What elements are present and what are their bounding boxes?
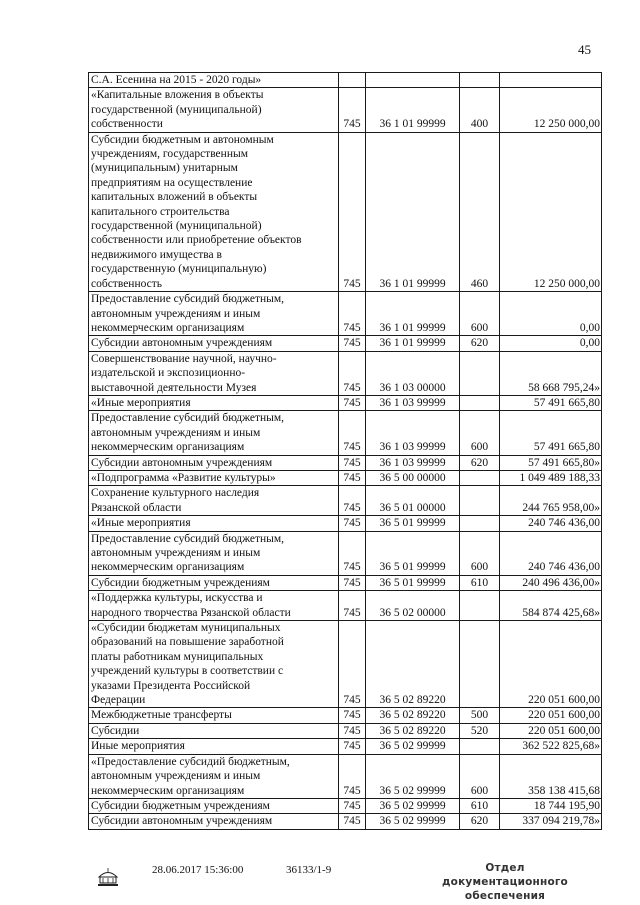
cell-expense-type <box>460 739 500 754</box>
cell-amount <box>500 73 602 88</box>
cell-name: «Предоставление субсидий бюджетным, автономным учреждениям и иным некоммерческим организациям <box>89 754 339 798</box>
cell-name: Субсидии автономным учреждениям <box>89 814 339 829</box>
page-number: 45 <box>578 42 591 57</box>
cell-expense-type <box>460 621 500 708</box>
cell-ministry: 745 <box>339 814 366 829</box>
table-row <box>89 591 602 621</box>
cell-ministry: 745 <box>339 395 366 410</box>
cell-amount: 12 250 000,00 <box>500 88 602 132</box>
cell-name: «Подпрограмма «Развитие культуры» <box>89 470 339 485</box>
footer-department-stamp: Отдел документационного обеспечения <box>442 862 568 902</box>
cell-name: Субсидии бюджетным учреждениям <box>89 575 339 590</box>
cell-expense-type <box>460 73 500 88</box>
cell-name: Сохранение культурного наследия Рязанской области <box>89 486 339 516</box>
cell-ministry: 745 <box>339 739 366 754</box>
table-row <box>89 411 602 455</box>
cell-ministry: 745 <box>339 351 366 395</box>
cell-target-article: 36 5 02 99999 <box>366 814 460 829</box>
cell-ministry: 745 <box>339 88 366 132</box>
cell-target-article: 36 5 01 99999 <box>366 516 460 531</box>
cell-name: Совершенствование научной, научно- издательской и экспозиционно- выставочной деятельности Музея <box>89 351 339 395</box>
cell-target-article: 36 5 02 99999 <box>366 754 460 798</box>
cell-name: Субсидии бюджетным учреждениям <box>89 798 339 813</box>
cell-amount: 58 668 795,24» <box>500 351 602 395</box>
cell-ministry: 745 <box>339 411 366 455</box>
cell-name: Межбюджетные трансферты <box>89 708 339 723</box>
cell-amount: 220 051 600,00 <box>500 708 602 723</box>
cell-target-article: 36 5 01 00000 <box>366 486 460 516</box>
cell-amount: 337 094 219,78» <box>500 814 602 829</box>
cell-name: Предоставление субсидий бюджетным, автономным учреждениям и иным некоммерческим организациям <box>89 292 339 336</box>
cell-name: «Иные мероприятия <box>89 395 339 410</box>
cell-ministry: 745 <box>339 621 366 708</box>
table-row <box>89 798 602 813</box>
table-row <box>89 486 602 516</box>
cell-amount: 584 874 425,68» <box>500 591 602 621</box>
cell-target-article: 36 1 03 99999 <box>366 411 460 455</box>
cell-ministry: 745 <box>339 470 366 485</box>
budget-table <box>88 72 602 830</box>
cell-expense-type <box>460 351 500 395</box>
cell-ministry: 745 <box>339 708 366 723</box>
cell-expense-type <box>460 486 500 516</box>
cell-target-article: 36 5 02 89220 <box>366 708 460 723</box>
cell-expense-type: 600 <box>460 754 500 798</box>
cell-name: Иные мероприятия <box>89 739 339 754</box>
cell-expense-type: 600 <box>460 531 500 575</box>
cell-name: «Капитальные вложения в объекты государственной (муниципальной) собственности <box>89 88 339 132</box>
cell-amount: 12 250 000,00 <box>500 132 602 291</box>
cell-amount: 240 746 436,00 <box>500 531 602 575</box>
cell-amount: 220 051 600,00 <box>500 723 602 738</box>
duma-emblem-icon <box>94 866 122 888</box>
cell-amount: 0,00 <box>500 336 602 351</box>
cell-expense-type: 460 <box>460 132 500 291</box>
cell-target-article: 36 5 02 99999 <box>366 739 460 754</box>
cell-amount: 362 522 825,68» <box>500 739 602 754</box>
cell-amount: 240 746 436,00 <box>500 516 602 531</box>
cell-ministry <box>339 73 366 88</box>
cell-name: «Поддержка культуры, искусства и народного творчества Рязанской области <box>89 591 339 621</box>
footer-datetime: 28.06.2017 15:36:00 <box>152 864 244 876</box>
cell-expense-type: 520 <box>460 723 500 738</box>
table-row <box>89 814 602 829</box>
cell-expense-type: 620 <box>460 455 500 470</box>
table-row <box>89 621 602 708</box>
cell-ministry: 745 <box>339 292 366 336</box>
cell-amount: 1 049 489 188,33 <box>500 470 602 485</box>
cell-target-article: 36 5 00 00000 <box>366 470 460 485</box>
cell-ministry: 745 <box>339 516 366 531</box>
cell-expense-type: 400 <box>460 88 500 132</box>
cell-ministry: 745 <box>339 531 366 575</box>
cell-target-article: 36 5 02 89220 <box>366 723 460 738</box>
cell-expense-type: 620 <box>460 814 500 829</box>
table-row <box>89 292 602 336</box>
cell-expense-type <box>460 516 500 531</box>
cell-expense-type: 610 <box>460 798 500 813</box>
cell-ministry: 745 <box>339 754 366 798</box>
cell-expense-type: 600 <box>460 292 500 336</box>
cell-name: «Субсидии бюджетам муниципальных образований на повышение заработной платы работникам муниципальных учреждений культуры в соответствии с указами Президента Российской Федерации <box>89 621 339 708</box>
table-row <box>89 516 602 531</box>
table-row <box>89 754 602 798</box>
cell-target-article <box>366 73 460 88</box>
cell-target-article: 36 1 01 99999 <box>366 132 460 291</box>
cell-expense-type: 600 <box>460 411 500 455</box>
table-row <box>89 395 602 410</box>
table-row <box>89 73 602 88</box>
cell-target-article: 36 1 03 99999 <box>366 455 460 470</box>
table-row <box>89 739 602 754</box>
cell-expense-type <box>460 591 500 621</box>
cell-target-article: 36 1 03 99999 <box>366 395 460 410</box>
cell-amount: 57 491 665,80» <box>500 455 602 470</box>
cell-target-article: 36 5 02 89220 <box>366 621 460 708</box>
cell-expense-type: 500 <box>460 708 500 723</box>
cell-target-article: 36 5 01 99999 <box>366 575 460 590</box>
table-row <box>89 531 602 575</box>
footer-document-id: 36133/1-9 <box>286 864 332 876</box>
table-row <box>89 351 602 395</box>
cell-amount: 358 138 415,68 <box>500 754 602 798</box>
cell-target-article: 36 5 02 99999 <box>366 798 460 813</box>
table-row <box>89 723 602 738</box>
cell-amount: 57 491 665,80 <box>500 411 602 455</box>
cell-name: Субсидии бюджетным и автономным учреждениям, государственным (муниципальным) унитарным предприятиям на осуществление капитальных вложений в объекты капитального строительства государственной (муниципальной) собственности или приобретение объектов недвижимого имущества в государственную (муниципальную) собственность <box>89 132 339 291</box>
cell-name: С.А. Есенина на 2015 - 2020 годы» <box>89 73 339 88</box>
cell-target-article: 36 1 01 99999 <box>366 292 460 336</box>
cell-ministry: 745 <box>339 486 366 516</box>
cell-ministry: 745 <box>339 132 366 291</box>
cell-amount: 0,00 <box>500 292 602 336</box>
cell-name: Предоставление субсидий бюджетным, автономным учреждениям и иным некоммерческим организациям <box>89 531 339 575</box>
cell-ministry: 745 <box>339 723 366 738</box>
cell-amount: 220 051 600,00 <box>500 621 602 708</box>
cell-amount: 18 744 195,90 <box>500 798 602 813</box>
cell-expense-type <box>460 470 500 485</box>
cell-amount: 244 765 958,00» <box>500 486 602 516</box>
cell-ministry: 745 <box>339 591 366 621</box>
cell-target-article: 36 1 03 00000 <box>366 351 460 395</box>
table-row <box>89 88 602 132</box>
table-row <box>89 470 602 485</box>
cell-expense-type: 620 <box>460 336 500 351</box>
cell-target-article: 36 1 01 99999 <box>366 336 460 351</box>
cell-target-article: 36 1 01 99999 <box>366 88 460 132</box>
table-row <box>89 455 602 470</box>
cell-ministry: 745 <box>339 575 366 590</box>
table-row <box>89 708 602 723</box>
cell-target-article: 36 5 02 00000 <box>366 591 460 621</box>
cell-name: Субсидии <box>89 723 339 738</box>
cell-ministry: 745 <box>339 798 366 813</box>
cell-ministry: 745 <box>339 336 366 351</box>
cell-name: «Иные мероприятия <box>89 516 339 531</box>
cell-expense-type <box>460 395 500 410</box>
cell-name: Предоставление субсидий бюджетным, автономным учреждениям и иным некоммерческим организациям <box>89 411 339 455</box>
table-row <box>89 575 602 590</box>
cell-target-article: 36 5 01 99999 <box>366 531 460 575</box>
table-body <box>89 73 602 830</box>
cell-amount: 57 491 665,80 <box>500 395 602 410</box>
cell-amount: 240 496 436,00» <box>500 575 602 590</box>
cell-expense-type: 610 <box>460 575 500 590</box>
cell-ministry: 745 <box>339 455 366 470</box>
table-row <box>89 132 602 291</box>
cell-name: Субсидии автономным учреждениям <box>89 336 339 351</box>
cell-name: Субсидии автономным учреждениям <box>89 455 339 470</box>
table-row <box>89 336 602 351</box>
